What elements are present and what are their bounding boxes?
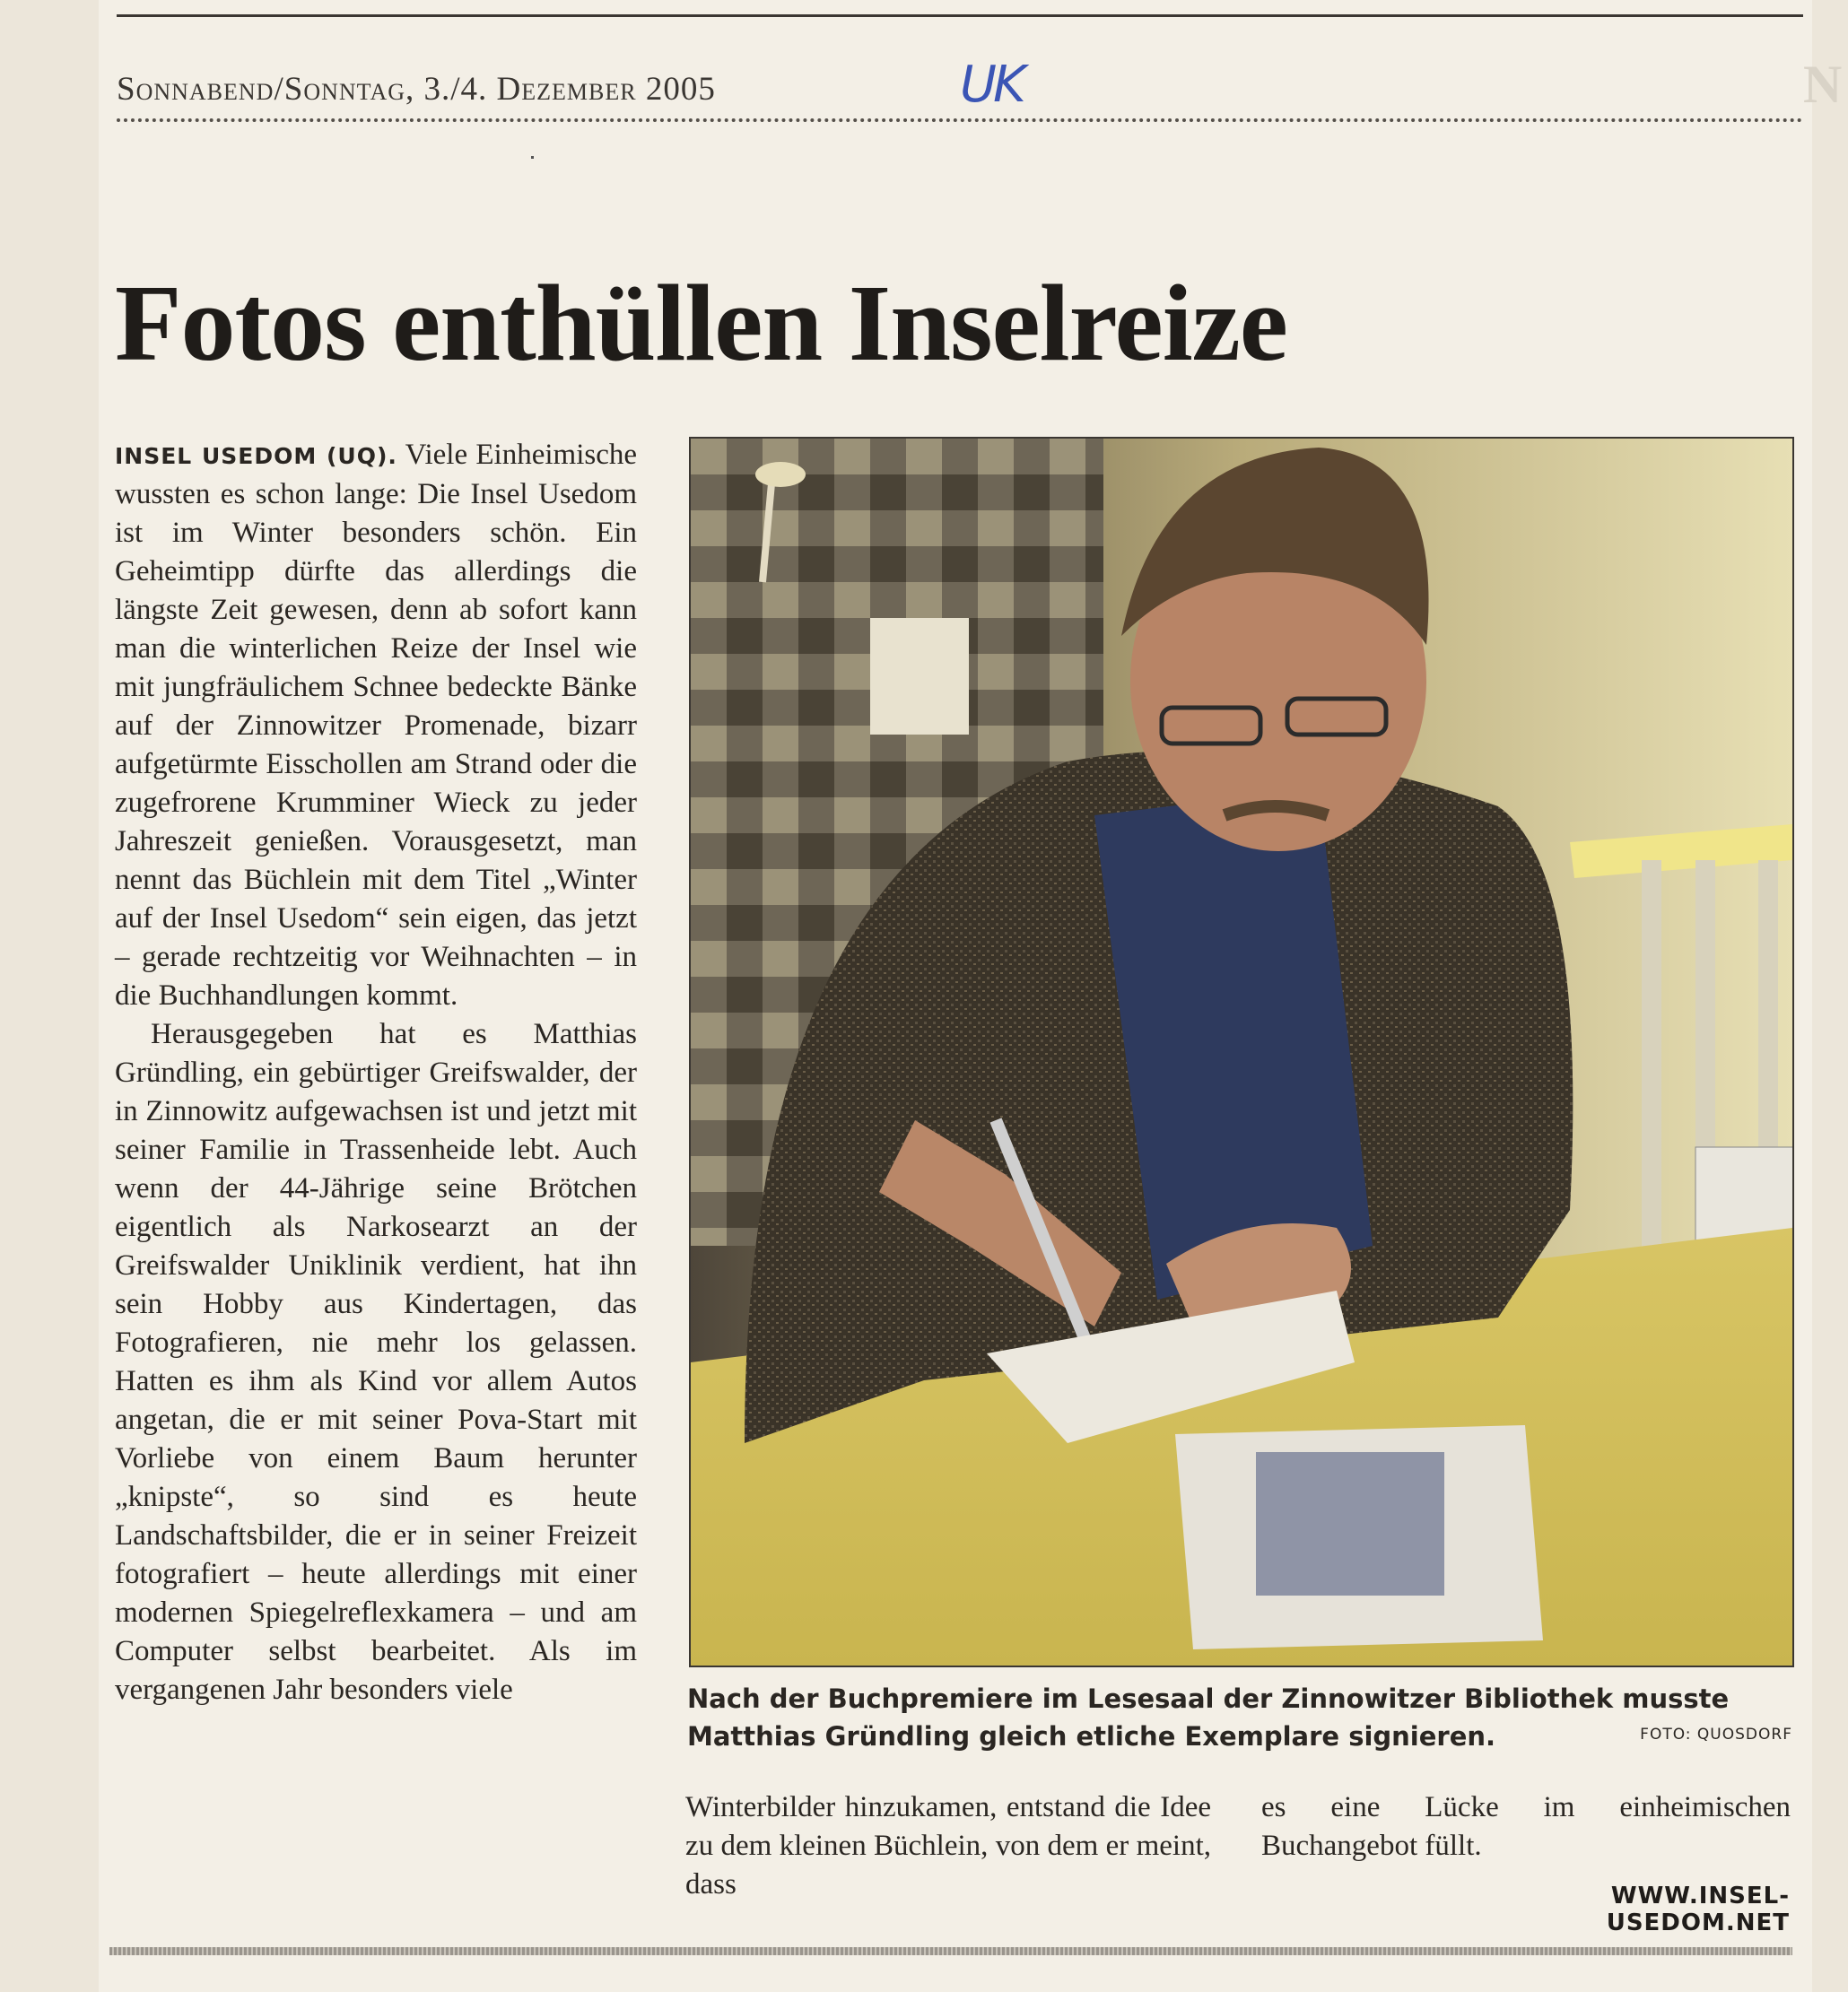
bottom-rule bbox=[109, 1947, 1792, 1955]
article-headline: Fotos enthüllen Inselreize bbox=[115, 263, 1287, 384]
photo-caption: Nach der Buchpremiere im Lesesaal der Zinnowitzer Bibliothek musste Matthias Gründling gleich etliche Exemplare signieren. bbox=[687, 1683, 1730, 1752]
handwritten-mark: UK bbox=[960, 56, 1023, 114]
lead-text: Viele Einheimische wussten es schon lange: Die Insel Usedom ist im Winter besonders schön. Ein Geheimtipp dürfte das allerdings die längste Zeit gewesen, denn ab sofort kann man die winterlichen Reize der Insel wie mit jungfräulichem Schnee bedeckte Bänke auf der Zinnowitzer Promenade, bizarr aufgetürmte Eisschollen am Strand oder die zugefrorene Krumminer Wieck zu jeder Jahreszeit genießen. Vorausgesetzt, man nennt das Büchlein mit dem Titel „Winter auf der Insel Usedom“ sein eigen, das jetzt – gerade rechtzeitig vor Weihnachten – in die Buchhandlungen kommt. bbox=[115, 439, 637, 1012]
photo-illustration bbox=[691, 439, 1792, 1666]
article-column-middle bbox=[685, 1788, 1211, 1904]
article-photo bbox=[689, 437, 1794, 1667]
article-dateline: INSEL USEDOM (UQ). bbox=[115, 443, 397, 469]
article-column-right bbox=[1261, 1788, 1791, 1866]
photo-credit: FOTO: QUOSDORF bbox=[1640, 1726, 1792, 1744]
adjacent-page-bleed: N bbox=[1803, 55, 1843, 114]
top-rule bbox=[117, 14, 1803, 17]
photo-caption-block bbox=[687, 1680, 1792, 1755]
dotted-rule bbox=[117, 118, 1803, 122]
body-paragraph-2: Herausgegeben hat es Matthias Gründling, ein gebürtiger Greifswalder, der in Zinnowitz aufgewachsen ist und jetzt mit seiner Familie in Trassenheide lebt. Auch wenn der 44-Jährige seine Brötchen eigentlich als Narkosearzt an der Greifswalder Uniklinik verdient, hat ihn sein Hobby aus Kindertagen, das Fotografieren, nie mehr los gelassen. Hatten es ihm als Kind vor allem Autos angetan, die er mit seiner Pova-Start mit Vorliebe von einem Baum herunter „knipste“, so sind es heute Landschaftsbilder, die er in seiner Freizeit fotografiert – heute allerdings mit einer modernen Spiegelreflexkamera – und am Computer selbst bearbeitet. Als im vergangenen Jahr besonders viele bbox=[115, 1018, 637, 1706]
column-3-text: es eine Lücke im einheimischen Buchangebot füllt. bbox=[1261, 1791, 1791, 1862]
issue-date: Sonnabend/Sonntag, 3./4. Dezember 2005 bbox=[117, 71, 716, 108]
print-speck bbox=[531, 156, 534, 159]
column-2-text: Winterbilder hinzukamen, entstand die Idee zu dem kleinen Büchlein, von dem er meint, dass bbox=[685, 1791, 1211, 1901]
lead-paragraph bbox=[115, 436, 637, 1015]
background-card bbox=[870, 618, 969, 735]
footer-url: WWW.INSEL-USEDOM.NET bbox=[1606, 1883, 1790, 1936]
article-column-left bbox=[115, 436, 637, 1709]
